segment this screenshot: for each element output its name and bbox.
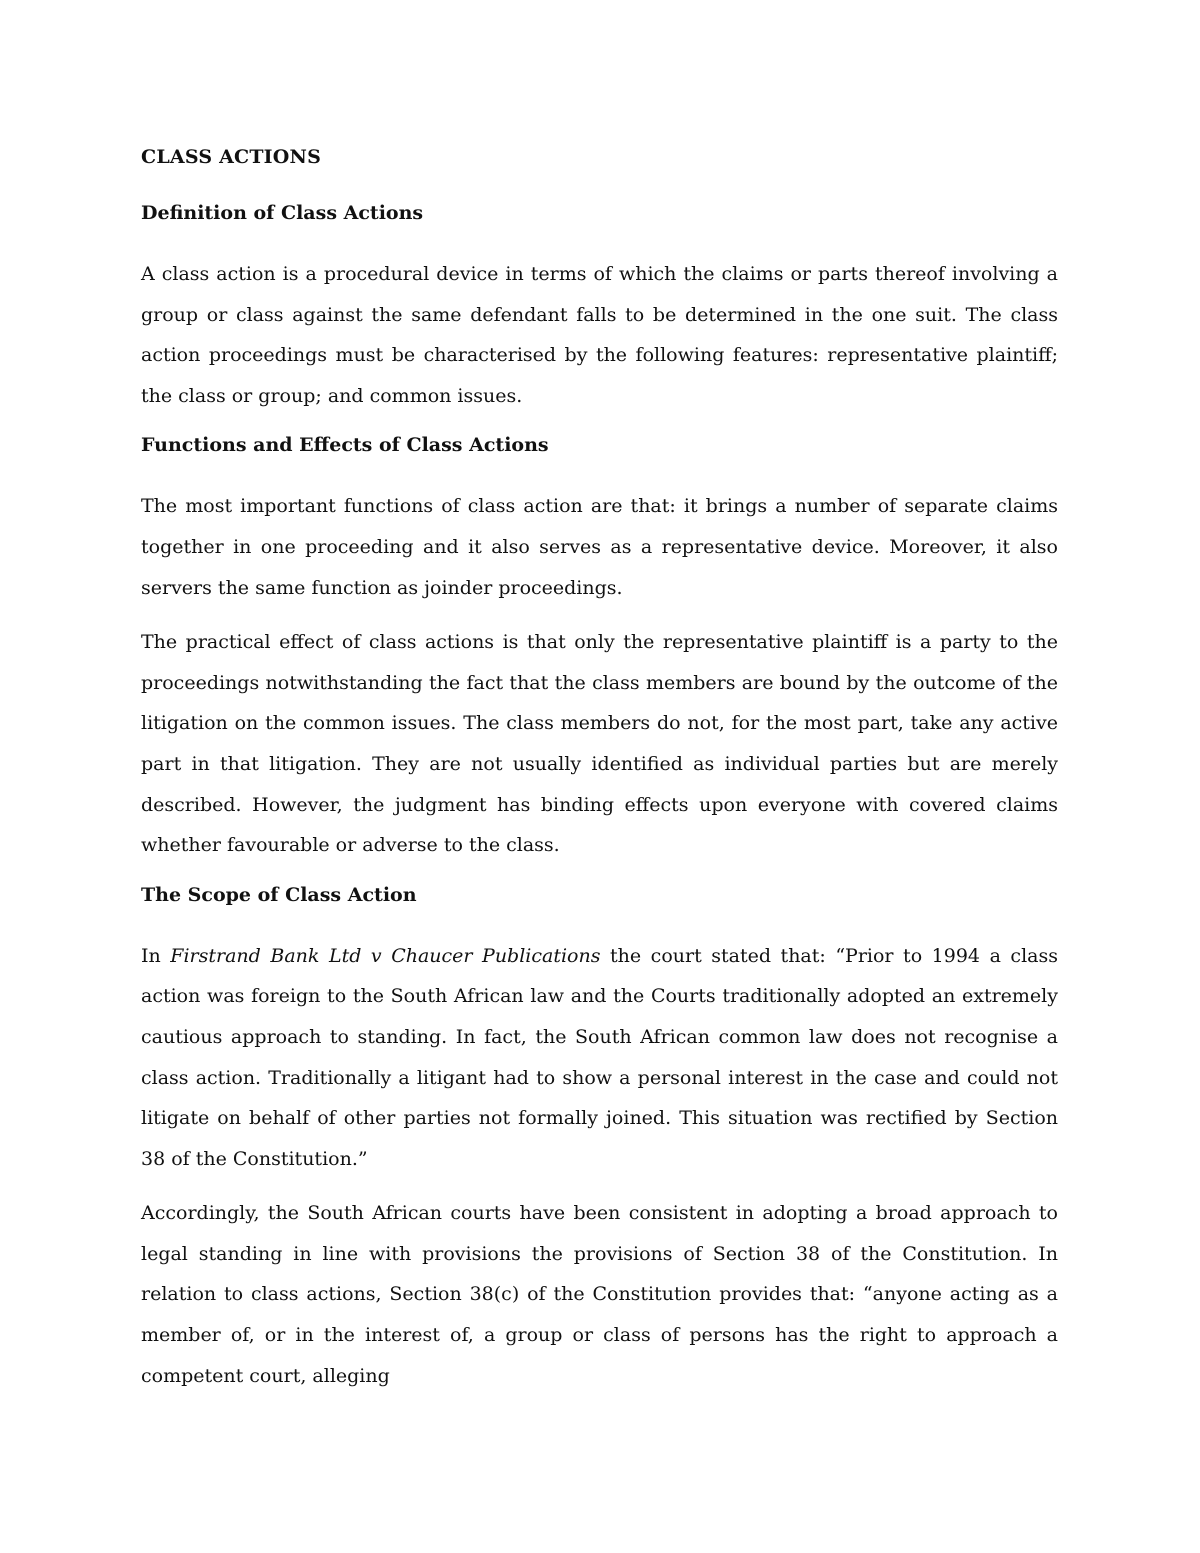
section-heading-definition: Definition of Class Actions bbox=[141, 202, 424, 224]
paragraph-prefix: In bbox=[141, 944, 171, 967]
paragraph-functions: The most important functions of class action are that: it brings a number of separate claims together in one proceeding and it also serves as a representative device. Moreover, it also servers the same function as joinder proceedings. bbox=[141, 495, 1058, 599]
case-name: Firstrand Bank Ltd v Chaucer Publications bbox=[170, 944, 601, 967]
paragraph-definition: A class action is a procedural device in terms of which the claims or parts thereof involving a group or class against the same defendant falls to be determined in the one suit. The class action proceedings must be characterised by the following features: representative plaintiff; the class or group; and common issues. bbox=[141, 263, 1058, 407]
paragraph-practical-effect: The practical effect of class actions is that only the representative plaintiff is a party to the proceedings notwithstanding the fact that the class members are bound by the outcome of the litigation on the common issues. The class members do not, for the most part, take any active part in that litigation. They are not usually identified as individual parties but are merely described. However, the judgment has binding effects upon everyone with covered claims whether favourable or adverse to the class. bbox=[141, 631, 1058, 857]
section-heading-scope: The Scope of Class Action bbox=[141, 883, 417, 906]
paragraph-section-38: Accordingly, the South African courts have been consistent in adopting a broad approach to legal standing in line with provisions the provisions of Section 38 of the Constitution. In relation to class actions, Section 38(c) of the Constitution provides that: “anyone acting as a member of, or in the interest of, a group or class of persons has the right to approach a competent court, alleging bbox=[141, 1202, 1058, 1387]
document-body bbox=[141, 142, 1058, 1410]
paragraph-quote-text: the court stated that: “Prior to 1994 a class action was foreign to the South African law and the Courts traditionally adopted an extremely cautious approach to standing. In fact, the South African common law does not recognise a class action. Traditionally a litigant had to show a personal interest in the case and could not litigate on behalf of other parties not formally joined. This situation was rectified by Section 38 of the Constitution.” bbox=[141, 944, 1058, 1170]
document-title: CLASS ACTIONS bbox=[141, 146, 321, 168]
section-heading-functions: Functions and Effects of Class Actions bbox=[141, 434, 549, 457]
paragraph-firstrand-quote bbox=[141, 936, 1058, 1180]
